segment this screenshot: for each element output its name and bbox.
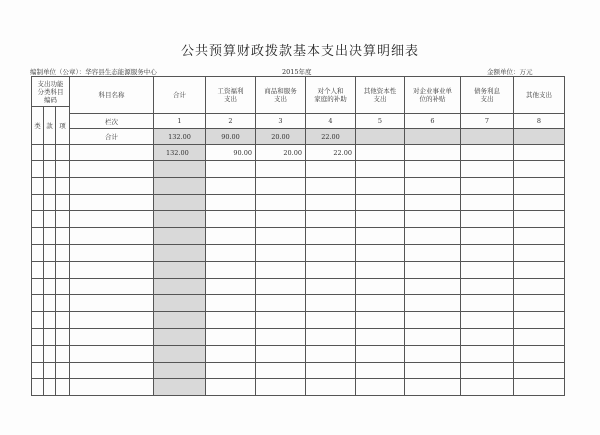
empty-row <box>32 362 565 379</box>
total-row <box>32 129 565 145</box>
table-cell <box>154 362 206 379</box>
table-cell <box>206 228 256 245</box>
data-row-total: 132.00 <box>154 145 206 161</box>
data-row-personal: 22.00 <box>306 145 356 161</box>
table-cell <box>70 379 154 396</box>
empty-row <box>32 295 565 312</box>
expenditure-table <box>31 76 565 396</box>
table-cell <box>44 177 56 194</box>
table-cell <box>405 328 461 345</box>
table-cell <box>461 129 514 145</box>
table-cell <box>356 278 405 295</box>
column-number: 2 <box>206 114 256 129</box>
table-cell <box>514 228 565 245</box>
table-cell <box>70 211 154 228</box>
table-cell <box>461 345 514 362</box>
table-cell <box>306 362 356 379</box>
total-row-total: 132.00 <box>154 129 206 145</box>
table-cell <box>405 177 461 194</box>
empty-row <box>32 261 565 278</box>
table-cell <box>514 278 565 295</box>
data-row <box>32 145 565 161</box>
table-cell <box>206 211 256 228</box>
table-cell <box>44 228 56 245</box>
personal-subsidy-header: 对个人和 家庭的补助 <box>306 77 356 114</box>
table-cell <box>306 295 356 312</box>
table-cell <box>461 362 514 379</box>
table-cell <box>405 244 461 261</box>
table-cell <box>70 295 154 312</box>
table-cell <box>461 379 514 396</box>
table-cell <box>256 161 306 178</box>
table-cell <box>356 295 405 312</box>
column-number: 7 <box>461 114 514 129</box>
salary-header: 工资福利 支出 <box>206 77 256 114</box>
table-cell <box>306 161 356 178</box>
table-cell <box>514 244 565 261</box>
table-cell <box>514 194 565 211</box>
table-cell <box>154 211 206 228</box>
column-number: 5 <box>356 114 405 129</box>
table-cell <box>256 312 306 329</box>
table-cell <box>44 312 56 329</box>
table-cell <box>154 328 206 345</box>
table-cell <box>44 145 56 161</box>
table-cell <box>356 312 405 329</box>
table-cell <box>306 261 356 278</box>
table-cell <box>154 312 206 329</box>
table-cell <box>256 261 306 278</box>
table-cell <box>356 145 405 161</box>
table-cell <box>206 161 256 178</box>
table-cell <box>56 228 70 245</box>
table-cell <box>256 211 306 228</box>
empty-row <box>32 328 565 345</box>
table-cell <box>405 362 461 379</box>
table-cell <box>514 295 565 312</box>
table-cell <box>356 244 405 261</box>
total-row-personal: 22.00 <box>306 129 356 145</box>
table-cell <box>70 161 154 178</box>
table-cell <box>32 145 44 161</box>
table-cell <box>44 161 56 178</box>
table-cell <box>514 362 565 379</box>
table-cell <box>32 244 44 261</box>
table-cell <box>154 379 206 396</box>
empty-row <box>32 161 565 178</box>
table-cell <box>405 194 461 211</box>
empty-row <box>32 345 565 362</box>
lei-header: 类 <box>32 107 44 145</box>
table-cell <box>405 261 461 278</box>
table-cell <box>306 211 356 228</box>
table-cell <box>306 278 356 295</box>
currency-unit: 金额单位：万元 <box>487 68 533 76</box>
table-cell <box>461 161 514 178</box>
table-cell <box>70 145 154 161</box>
table-cell <box>56 379 70 396</box>
table-cell <box>32 379 44 396</box>
table-cell <box>514 345 565 362</box>
table-cell <box>356 161 405 178</box>
table-cell <box>206 345 256 362</box>
table-cell <box>32 362 44 379</box>
table-cell <box>70 312 154 329</box>
table-cell <box>306 312 356 329</box>
table-cell <box>56 244 70 261</box>
table-cell <box>405 345 461 362</box>
goods-services-header: 商品和服务 支出 <box>256 77 306 114</box>
table-cell <box>56 177 70 194</box>
fiscal-year: 2015年度 <box>282 68 312 76</box>
table-cell <box>70 328 154 345</box>
table-cell <box>514 328 565 345</box>
table-cell <box>206 295 256 312</box>
table-cell <box>514 129 565 145</box>
table-cell <box>514 211 565 228</box>
table-cell <box>70 194 154 211</box>
table-cell <box>306 379 356 396</box>
table-cell <box>306 328 356 345</box>
xiang-header: 项 <box>56 107 70 145</box>
table-cell <box>70 228 154 245</box>
table-cell <box>206 244 256 261</box>
table-cell <box>56 211 70 228</box>
empty-row <box>32 194 565 211</box>
table-cell <box>405 379 461 396</box>
capital-header: 其他资本性 支出 <box>356 77 405 114</box>
table-cell <box>256 194 306 211</box>
total-row-salary: 90.00 <box>206 129 256 145</box>
table-cell <box>461 244 514 261</box>
table-cell <box>206 194 256 211</box>
table-cell <box>56 161 70 178</box>
table-cell <box>306 244 356 261</box>
table-cell <box>44 328 56 345</box>
enterprise-subsidy-header: 对企业事业单 位的补贴 <box>405 77 461 114</box>
column-number: 6 <box>405 114 461 129</box>
empty-rows <box>32 161 565 396</box>
table-cell <box>405 145 461 161</box>
table-cell <box>306 177 356 194</box>
table-cell <box>514 261 565 278</box>
table-cell <box>44 295 56 312</box>
table-cell <box>44 211 56 228</box>
table-cell <box>405 278 461 295</box>
table-cell <box>70 345 154 362</box>
table-cell <box>356 129 405 145</box>
table-cell <box>44 244 56 261</box>
table-cell <box>461 261 514 278</box>
table-cell <box>44 194 56 211</box>
table-cell <box>256 278 306 295</box>
table-cell <box>154 345 206 362</box>
table-cell <box>56 362 70 379</box>
column-number: 3 <box>256 114 306 129</box>
table-cell <box>461 328 514 345</box>
empty-row <box>32 177 565 194</box>
header-row <box>32 77 565 107</box>
table-cell <box>256 228 306 245</box>
table-cell <box>32 228 44 245</box>
table-cell <box>356 345 405 362</box>
empty-row <box>32 278 565 295</box>
empty-row <box>32 228 565 245</box>
table-cell <box>32 194 44 211</box>
table-cell <box>44 379 56 396</box>
total-row-goods: 20.00 <box>256 129 306 145</box>
total-row-label: 合计 <box>70 129 154 145</box>
compiling-unit: 编制单位（公章）：华容县生态能源服务中心 <box>30 68 157 76</box>
table-cell <box>44 278 56 295</box>
table-cell <box>461 312 514 329</box>
table-cell <box>32 345 44 362</box>
table-cell <box>154 295 206 312</box>
table-cell <box>32 261 44 278</box>
table-cell <box>256 328 306 345</box>
table-cell <box>56 278 70 295</box>
table-cell <box>70 177 154 194</box>
table-cell <box>461 295 514 312</box>
table-cell <box>256 345 306 362</box>
table-cell <box>514 177 565 194</box>
table-cell <box>461 194 514 211</box>
table-cell <box>356 379 405 396</box>
table-cell <box>206 379 256 396</box>
other-expense-header: 其他支出 <box>514 77 565 114</box>
empty-row <box>32 312 565 329</box>
table-cell <box>70 261 154 278</box>
table-cell <box>256 177 306 194</box>
table-cell <box>306 228 356 245</box>
table-cell <box>256 295 306 312</box>
table-cell <box>514 379 565 396</box>
table-cell <box>356 228 405 245</box>
table-cell <box>461 177 514 194</box>
table-cell <box>32 211 44 228</box>
table-cell <box>405 161 461 178</box>
table-cell <box>405 312 461 329</box>
table-cell <box>256 362 306 379</box>
table-cell <box>306 345 356 362</box>
table-cell <box>461 211 514 228</box>
table-cell <box>206 362 256 379</box>
table-cell <box>206 328 256 345</box>
table-cell <box>206 278 256 295</box>
table-cell <box>514 145 565 161</box>
table-cell <box>154 228 206 245</box>
table-cell <box>206 177 256 194</box>
column-number-label: 栏次 <box>70 114 154 129</box>
table-cell <box>56 345 70 362</box>
empty-row <box>32 379 565 396</box>
table-cell <box>461 145 514 161</box>
table-cell <box>306 194 356 211</box>
table-cell <box>70 244 154 261</box>
column-number-row <box>32 114 565 129</box>
table-cell <box>44 362 56 379</box>
table-cell <box>56 328 70 345</box>
table-cell <box>154 261 206 278</box>
table-cell <box>405 129 461 145</box>
table-cell <box>56 145 70 161</box>
column-number: 1 <box>154 114 206 129</box>
table-cell <box>56 194 70 211</box>
debt-interest-header: 债务利息 支出 <box>461 77 514 114</box>
table-cell <box>405 295 461 312</box>
table-cell <box>356 261 405 278</box>
table-cell <box>514 161 565 178</box>
table-cell <box>56 312 70 329</box>
table-cell <box>154 177 206 194</box>
table-cell <box>356 194 405 211</box>
empty-row <box>32 211 565 228</box>
table-cell <box>32 328 44 345</box>
table-cell <box>461 278 514 295</box>
function-code-header: 支出功能 分类科目 编码 <box>32 77 70 107</box>
table-cell <box>44 345 56 362</box>
data-row-salary: 90.00 <box>206 145 256 161</box>
table-cell <box>154 278 206 295</box>
subject-name-header: 科目名称 <box>70 77 154 114</box>
column-number: 8 <box>514 114 565 129</box>
table-cell <box>405 228 461 245</box>
table-cell <box>70 362 154 379</box>
column-number: 4 <box>306 114 356 129</box>
table-cell <box>32 295 44 312</box>
table-cell <box>356 177 405 194</box>
table-cell <box>356 211 405 228</box>
table-cell <box>256 244 306 261</box>
table-cell <box>206 312 256 329</box>
table-cell <box>154 194 206 211</box>
table-cell <box>154 161 206 178</box>
table-cell <box>32 278 44 295</box>
table-cell <box>356 362 405 379</box>
table-cell <box>154 244 206 261</box>
data-row-goods: 20.00 <box>256 145 306 161</box>
total-header: 合计 <box>154 77 206 114</box>
table-cell <box>32 161 44 178</box>
table-cell <box>56 261 70 278</box>
empty-row <box>32 244 565 261</box>
table-cell <box>32 177 44 194</box>
table-cell <box>56 295 70 312</box>
table-cell <box>461 228 514 245</box>
table-cell <box>405 211 461 228</box>
table-cell <box>206 261 256 278</box>
kuan-header: 款 <box>44 107 56 145</box>
table-cell <box>356 328 405 345</box>
table-cell <box>44 261 56 278</box>
table-cell <box>32 312 44 329</box>
table-cell <box>514 312 565 329</box>
page-title: 公共预算财政拨款基本支出决算明细表 <box>180 44 419 59</box>
table-cell <box>256 379 306 396</box>
table-cell <box>70 278 154 295</box>
